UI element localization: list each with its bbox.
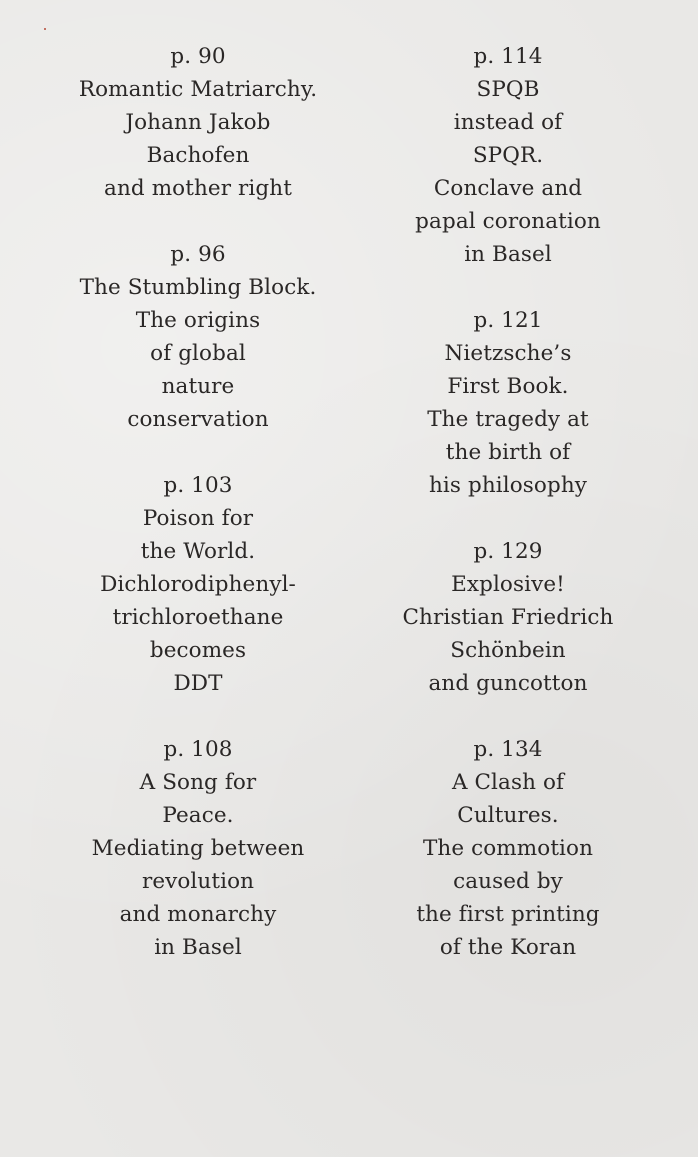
page-number: p. 103 xyxy=(163,473,233,498)
entry-title-line: the birth of xyxy=(445,440,571,465)
page-number: p. 114 xyxy=(473,44,543,69)
entry-title-line: Dichlorodiphenyl- xyxy=(100,572,296,597)
entry-title-line: of global xyxy=(150,341,246,366)
entry-title-line: caused by xyxy=(453,869,563,894)
entry-title-line: Schönbein xyxy=(450,638,566,663)
entry-title-line: Bachofen xyxy=(146,143,250,168)
entry-title-line: conservation xyxy=(127,407,269,432)
entry-title-line: Romantic Matriarchy. xyxy=(78,77,318,102)
entry-title-line: Conclave and xyxy=(433,176,583,201)
entry-title-line: Cultures. xyxy=(457,803,559,828)
entry-title-line: Johann Jakob xyxy=(125,110,271,135)
toc-entry xyxy=(338,535,678,700)
entry-title-line: Christian Friedrich xyxy=(402,605,614,630)
entry-title-line: the first printing xyxy=(416,902,600,927)
contents-column-right xyxy=(338,40,678,997)
entry-title-line: Peace. xyxy=(162,803,234,828)
toc-entry xyxy=(28,40,368,205)
page-number: p. 90 xyxy=(170,44,226,69)
entry-title-line: of the Koran xyxy=(439,935,577,960)
toc-entry xyxy=(338,40,678,271)
entry-title-line: Poison for xyxy=(142,506,254,531)
entry-title-line: A Clash of xyxy=(451,770,565,795)
entry-title-line: Explosive! xyxy=(451,572,565,597)
contents-column-left xyxy=(28,40,368,997)
page-number: p. 134 xyxy=(473,737,543,762)
entry-title-line: A Song for xyxy=(139,770,257,795)
entry-title-line: SPQB xyxy=(476,77,540,102)
entry-title-line: nature xyxy=(161,374,235,399)
entry-title-line: First Book. xyxy=(447,374,569,399)
entry-title-line: DDT xyxy=(173,671,223,696)
paper-speck xyxy=(44,28,46,30)
page-number: p. 96 xyxy=(170,242,226,267)
page-number: p. 121 xyxy=(473,308,543,333)
entry-title-line: instead of xyxy=(453,110,563,135)
entry-title-line: in Basel xyxy=(154,935,242,960)
entry-title-line: his philosophy xyxy=(428,473,588,498)
toc-entry xyxy=(28,238,368,436)
entry-title-line: SPQR. xyxy=(472,143,544,168)
toc-entry xyxy=(28,469,368,700)
entry-title-line: The tragedy at xyxy=(427,407,589,432)
toc-entry xyxy=(338,304,678,502)
entry-title-line: The commotion xyxy=(422,836,594,861)
entry-title-line: and guncotton xyxy=(428,671,588,696)
entry-title-line: in Basel xyxy=(464,242,552,267)
page-number: p. 108 xyxy=(163,737,233,762)
entry-title-line: Mediating between xyxy=(91,836,305,861)
entry-title-line: and mother right xyxy=(104,176,292,201)
entry-title-line: The Stumbling Block. xyxy=(79,275,317,300)
entry-title-line: revolution xyxy=(141,869,255,894)
entry-title-line: The origins xyxy=(135,308,261,333)
toc-entry xyxy=(338,733,678,964)
page-number: p. 129 xyxy=(473,539,543,564)
entry-title-line: becomes xyxy=(149,638,247,663)
entry-title-line: the World. xyxy=(140,539,256,564)
toc-entry xyxy=(28,733,368,964)
entry-title-line: Nietzsche’s xyxy=(444,341,572,366)
entry-title-line: and monarchy xyxy=(119,902,277,927)
entry-title-line: papal coronation xyxy=(415,209,601,234)
entry-title-line: trichloroethane xyxy=(112,605,284,630)
